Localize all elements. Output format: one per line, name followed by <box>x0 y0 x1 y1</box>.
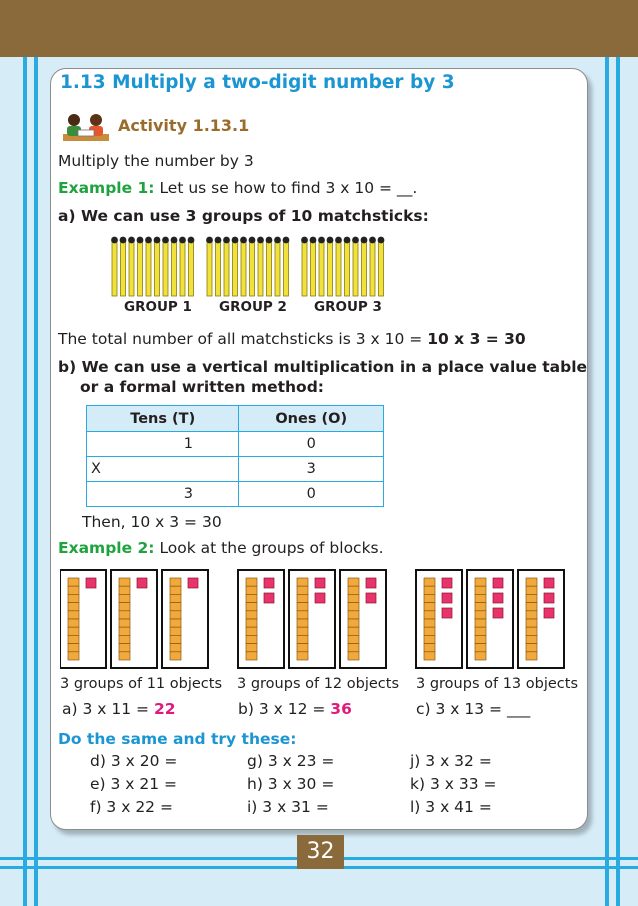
matchstick <box>328 242 333 296</box>
matchstick-head <box>215 237 222 244</box>
tens-rod-unit <box>348 603 359 611</box>
matchstick <box>379 242 384 296</box>
block-set-2 <box>238 570 386 668</box>
tens-rod-unit <box>526 611 537 619</box>
example-2 <box>58 539 384 557</box>
exercise-i: i) 3 x 31 = <box>247 798 329 816</box>
matchstick <box>146 242 151 296</box>
tens-rod-unit <box>424 594 435 602</box>
matchstick-head <box>232 237 239 244</box>
tens-rod-unit <box>119 635 130 643</box>
tens-rod-unit <box>170 652 181 660</box>
total-text <box>58 330 526 348</box>
matchstick <box>275 242 280 296</box>
block-box <box>518 570 564 668</box>
exercise-d: d) 3 x 20 = <box>90 752 178 770</box>
tens-rod-unit <box>119 627 130 635</box>
part-b-line-2: or a formal written method: <box>80 378 324 396</box>
matchstick-head <box>274 237 281 244</box>
tens-rod-unit <box>297 644 308 652</box>
tens-rod-unit <box>348 586 359 594</box>
part-b-line-1: b) We can use a vertical multiplication in a place value table <box>58 358 588 376</box>
ones-cube <box>493 578 503 588</box>
matchstick <box>284 242 289 296</box>
matchstick <box>121 242 126 296</box>
block-caption-1: 3 groups of 11 objects <box>60 676 222 692</box>
matchstick <box>250 242 255 296</box>
matchstick <box>370 242 375 296</box>
tens-rod-unit <box>526 652 537 660</box>
matchstick-head <box>223 237 230 244</box>
tens-rod-unit <box>424 611 435 619</box>
tens-rod-unit <box>246 652 257 660</box>
ones-cube <box>544 593 554 603</box>
tens-rod-unit <box>170 586 181 594</box>
exercise-j: j) 3 x 32 = <box>410 752 492 770</box>
tens-rod-unit <box>348 578 359 586</box>
tens-rod-unit <box>424 578 435 586</box>
tens-rod-unit <box>475 611 486 619</box>
activity-label: Activity 1.13.1 <box>118 116 250 135</box>
matchstick-head <box>128 237 135 244</box>
tens-rod-unit <box>68 594 79 602</box>
tens-rod-unit <box>119 644 130 652</box>
tens-rod-unit <box>526 619 537 627</box>
block-box <box>162 570 208 668</box>
tens-rod-unit <box>424 619 435 627</box>
example-1-text: Let us se how to find 3 x 10 = __. <box>159 179 418 197</box>
table-row <box>87 432 384 457</box>
tens-rod-unit <box>475 586 486 594</box>
tens-rod-unit <box>170 635 181 643</box>
block-box <box>340 570 386 668</box>
table-cell-op <box>87 432 139 457</box>
ones-cube <box>188 578 198 588</box>
tens-rod-unit <box>526 603 537 611</box>
tens-rod-unit <box>424 586 435 594</box>
matchstick-head <box>188 237 195 244</box>
tens-rod-unit <box>170 594 181 602</box>
tens-rod-unit <box>246 611 257 619</box>
tens-rod-unit <box>526 627 537 635</box>
matchstick <box>336 242 341 296</box>
right-border-line <box>616 57 620 906</box>
matchstick-head <box>301 237 308 244</box>
ones-cube <box>366 593 376 603</box>
matchstick <box>216 242 221 296</box>
exercise-g: g) 3 x 23 = <box>247 752 335 770</box>
total-text-plain: The total number of all matchsticks is 3 x 10 = <box>58 330 428 348</box>
tens-rod-unit <box>170 611 181 619</box>
tens-rod-unit <box>526 635 537 643</box>
table-cell-ones: 0 <box>239 432 384 457</box>
tens-rod-unit <box>68 578 79 586</box>
children-reading-icon <box>60 112 112 144</box>
table-row <box>87 457 384 482</box>
tens-rod-unit <box>297 619 308 627</box>
matchstick <box>319 242 324 296</box>
matchstick-head <box>206 237 213 244</box>
tens-rod-unit <box>348 627 359 635</box>
tens-rod-unit <box>348 611 359 619</box>
block-set-1 <box>60 570 208 668</box>
block-caption-3: 3 groups of 13 objects <box>416 676 578 692</box>
tens-rod-unit <box>297 594 308 602</box>
matchstick-head <box>378 237 385 244</box>
tens-rod-unit <box>475 627 486 635</box>
tens-rod-unit <box>68 586 79 594</box>
tens-rod-unit <box>68 652 79 660</box>
tens-rod-unit <box>119 594 130 602</box>
block-box <box>60 570 106 668</box>
matchstick <box>258 242 263 296</box>
matchstick <box>353 242 358 296</box>
ones-cube <box>264 578 274 588</box>
tens-rod-unit <box>297 586 308 594</box>
block-box <box>416 570 462 668</box>
header-tens: Tens (T) <box>87 406 239 432</box>
ones-cube <box>137 578 147 588</box>
table-cell-op: X <box>87 457 139 482</box>
ones-cube <box>264 593 274 603</box>
part-a-heading: a) We can use 3 groups of 10 matchsticks: <box>58 207 429 225</box>
tens-rod-unit <box>526 578 537 586</box>
tens-rod-unit <box>424 652 435 660</box>
matchstick <box>302 242 307 296</box>
tens-rod-unit <box>68 644 79 652</box>
table-cell-ones: 0 <box>239 482 384 507</box>
tens-rod-unit <box>297 578 308 586</box>
tens-rod-unit <box>119 586 130 594</box>
example-2-label: Example 2: <box>58 539 155 557</box>
tens-rod-unit <box>297 627 308 635</box>
matchstick <box>207 242 212 296</box>
matchstick-head <box>283 237 290 244</box>
exercise-f: f) 3 x 22 = <box>90 798 173 816</box>
tens-rod-unit <box>68 603 79 611</box>
section-title: 1.13 Multiply a two-digit number by 3 <box>60 72 455 93</box>
ones-cube <box>544 578 554 588</box>
question-b <box>238 700 352 718</box>
ones-cube <box>442 593 452 603</box>
example-1-label: Example 1: <box>58 179 155 197</box>
matchstick-head <box>257 237 264 244</box>
tens-rod-unit <box>119 652 130 660</box>
tens-rod-unit <box>68 635 79 643</box>
matchstick <box>189 242 194 296</box>
tens-rod-unit <box>297 611 308 619</box>
tens-rod-unit <box>246 586 257 594</box>
tens-rod-unit <box>348 644 359 652</box>
ones-cube <box>315 578 325 588</box>
matchstick <box>180 242 185 296</box>
tens-rod-unit <box>424 635 435 643</box>
tens-rod-unit <box>246 619 257 627</box>
question-a-text: a) 3 x 11 = <box>62 700 154 718</box>
left-border-line-inner <box>34 57 38 906</box>
block-box <box>289 570 335 668</box>
matchstick <box>362 242 367 296</box>
header-ones: Ones (O) <box>239 406 384 432</box>
tens-rod-unit <box>475 578 486 586</box>
matchstick-head <box>154 237 161 244</box>
tens-rod-unit <box>297 603 308 611</box>
ones-cube <box>86 578 96 588</box>
place-value-table <box>86 405 384 507</box>
answer-a: 22 <box>153 700 176 718</box>
group-1-label: GROUP 1 <box>124 299 192 315</box>
question-c <box>416 700 530 718</box>
tens-rod-unit <box>246 594 257 602</box>
table-cell-tens: 3 <box>138 482 239 507</box>
tens-rod-unit <box>170 578 181 586</box>
total-text-bold: 10 x 3 = 30 <box>427 330 526 348</box>
matchstick <box>163 242 168 296</box>
page-number: 32 <box>297 835 344 869</box>
matchstick-group-2 <box>206 237 289 296</box>
left-border-line <box>23 57 27 906</box>
tens-rod-unit <box>246 635 257 643</box>
matchstick-head <box>361 237 368 244</box>
ones-cube <box>366 578 376 588</box>
matchstick-head <box>249 237 256 244</box>
tens-rod-unit <box>297 652 308 660</box>
tens-rod-unit <box>475 603 486 611</box>
tens-rod-unit <box>475 619 486 627</box>
top-banner <box>0 0 638 57</box>
matchstick-head <box>137 237 144 244</box>
tens-rod-unit <box>119 611 130 619</box>
block-set-3 <box>416 570 564 668</box>
tens-rod-unit <box>424 644 435 652</box>
ones-cube <box>493 593 503 603</box>
example-2-text: Look at the groups of blocks. <box>159 539 384 557</box>
matchstick <box>224 242 229 296</box>
matchstick-head <box>352 237 359 244</box>
tens-rod-unit <box>475 644 486 652</box>
tens-rod-unit <box>170 627 181 635</box>
tens-rod-unit <box>68 611 79 619</box>
matchstick-head <box>344 237 351 244</box>
table-cell-tens <box>138 457 239 482</box>
instruction-text: Multiply the number by 3 <box>58 152 254 170</box>
table-cell-ones: 3 <box>239 457 384 482</box>
matchstick <box>138 242 143 296</box>
exercise-l: l) 3 x 41 = <box>410 798 492 816</box>
block-caption-2: 3 groups of 12 objects <box>237 676 399 692</box>
matchstick <box>172 242 177 296</box>
group-2-label: GROUP 2 <box>219 299 287 315</box>
matchstick-head <box>179 237 186 244</box>
tens-rod-unit <box>246 644 257 652</box>
tens-rod-unit <box>348 619 359 627</box>
block-box <box>111 570 157 668</box>
block-groups <box>60 568 580 672</box>
matchstick <box>241 242 246 296</box>
table-row <box>87 482 384 507</box>
tens-rod-unit <box>246 603 257 611</box>
matchstick-group-1 <box>111 237 194 296</box>
matchstick-head <box>162 237 169 244</box>
tens-rod-unit <box>119 603 130 611</box>
tens-rod-unit <box>297 635 308 643</box>
matchstick-head <box>111 237 118 244</box>
tens-rod-unit <box>526 644 537 652</box>
ones-cube <box>442 578 452 588</box>
group-3-label: GROUP 3 <box>314 299 382 315</box>
tens-rod-unit <box>68 627 79 635</box>
tens-rod-unit <box>348 594 359 602</box>
table-header-row <box>87 406 384 432</box>
ones-cube <box>493 608 503 618</box>
ones-cube <box>315 593 325 603</box>
matchstick-head <box>120 237 127 244</box>
answer-b: 36 <box>330 700 352 718</box>
then-text: Then, 10 x 3 = 30 <box>82 513 222 531</box>
tens-rod-unit <box>246 578 257 586</box>
matchstick <box>112 242 117 296</box>
matchstick <box>155 242 160 296</box>
tens-rod-unit <box>170 644 181 652</box>
tens-rod-unit <box>475 635 486 643</box>
tens-rod-unit <box>424 603 435 611</box>
tens-rod-unit <box>348 635 359 643</box>
question-b-text: b) 3 x 12 = <box>238 700 331 718</box>
matchstick-head <box>310 237 317 244</box>
matchstick-head <box>335 237 342 244</box>
tens-rod-unit <box>170 603 181 611</box>
exercise-e: e) 3 x 21 = <box>90 775 178 793</box>
question-a <box>62 700 176 718</box>
tens-rod-unit <box>526 586 537 594</box>
tens-rod-unit <box>68 619 79 627</box>
matchstick <box>267 242 272 296</box>
tens-rod-unit <box>246 627 257 635</box>
tens-rod-unit <box>119 619 130 627</box>
question-c-text: c) 3 x 13 = ___ <box>416 700 531 718</box>
matchstick-head <box>327 237 334 244</box>
ones-cube <box>544 608 554 618</box>
table-cell-tens: 1 <box>138 432 239 457</box>
table-cell-op <box>87 482 139 507</box>
matchstick-groups <box>110 232 390 298</box>
matchstick <box>345 242 350 296</box>
matchstick <box>311 242 316 296</box>
matchstick <box>129 242 134 296</box>
matchstick-head <box>171 237 178 244</box>
ones-cube <box>442 608 452 618</box>
try-heading: Do the same and try these: <box>58 730 297 748</box>
exercise-k: k) 3 x 33 = <box>410 775 497 793</box>
matchstick-head <box>145 237 152 244</box>
tens-rod-unit <box>119 578 130 586</box>
example-1 <box>58 179 417 197</box>
block-box <box>467 570 513 668</box>
tens-rod-unit <box>475 594 486 602</box>
matchstick <box>233 242 238 296</box>
right-border-line-inner <box>605 57 609 906</box>
tens-rod-unit <box>475 652 486 660</box>
matchstick-group-3 <box>301 237 384 296</box>
tens-rod-unit <box>348 652 359 660</box>
matchstick-head <box>369 237 376 244</box>
tens-rod-unit <box>170 619 181 627</box>
tens-rod-unit <box>424 627 435 635</box>
block-box <box>238 570 284 668</box>
matchstick-head <box>240 237 247 244</box>
exercise-h: h) 3 x 30 = <box>247 775 335 793</box>
matchstick-head <box>318 237 325 244</box>
matchstick-head <box>266 237 273 244</box>
tens-rod-unit <box>526 594 537 602</box>
